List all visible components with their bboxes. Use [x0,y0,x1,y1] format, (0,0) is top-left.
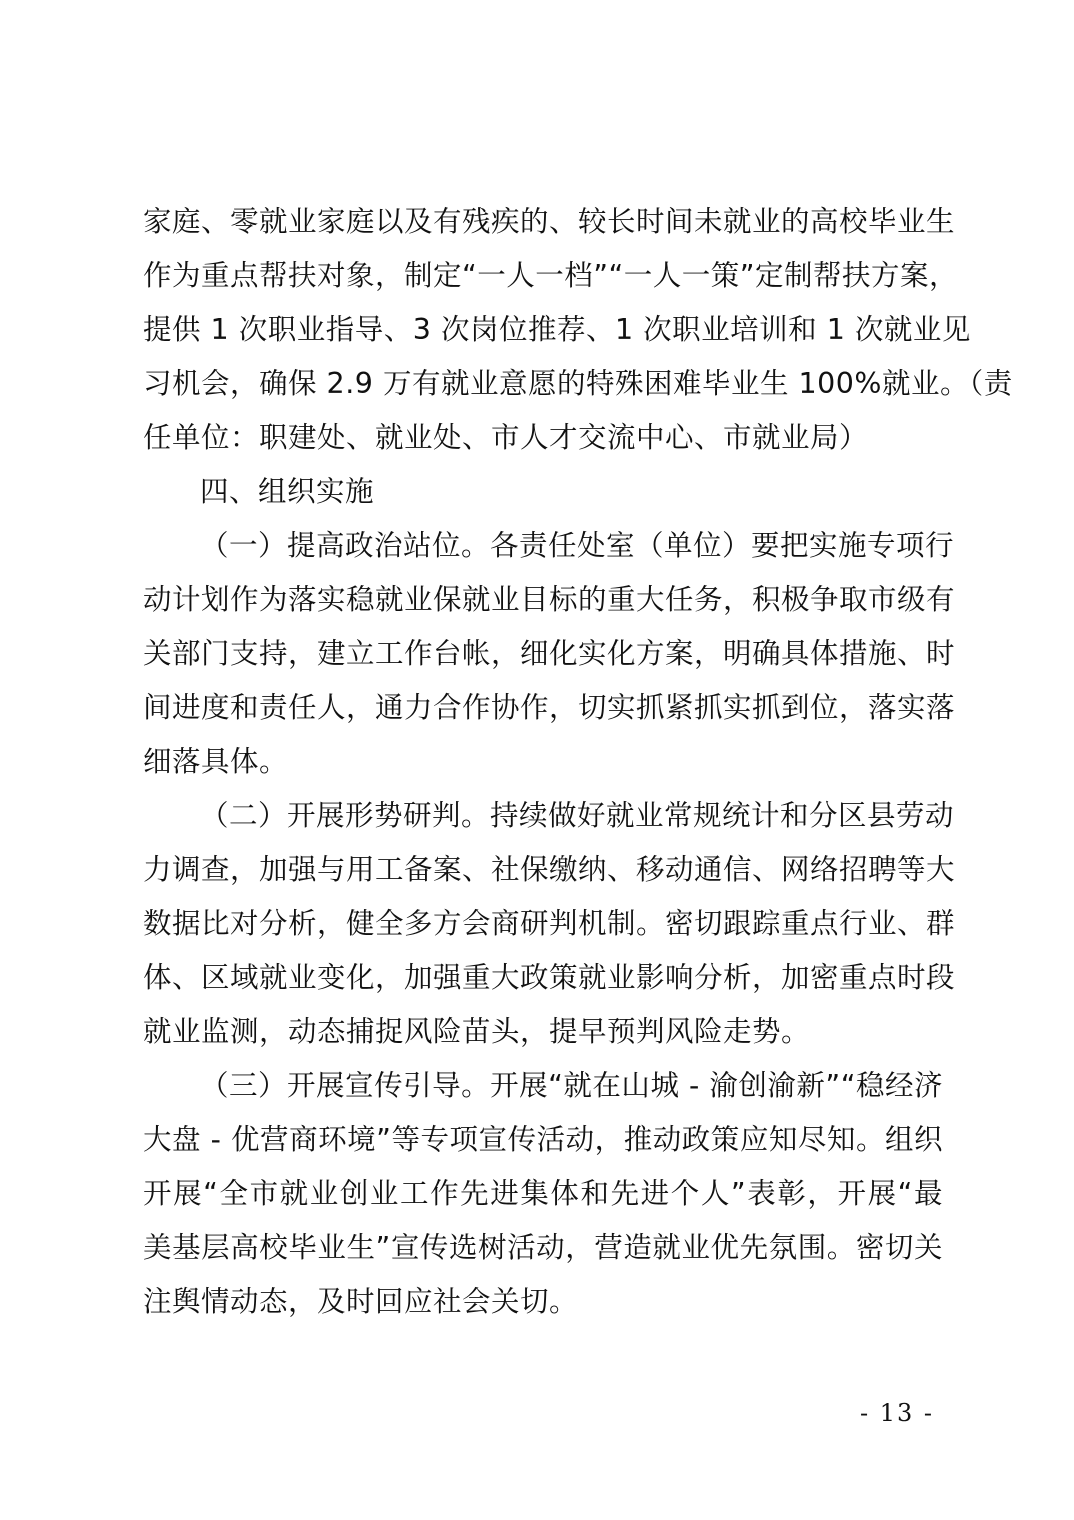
text-line: 就业监测，动态捕捉风险苗头，提早预判风险走势。 [143,1015,811,1048]
text-line: 提供 1 次职业指导、3 次岗位推荐、1 次职业培训和 1 次就业见 [143,313,971,346]
text-line: 家庭、零就业家庭以及有残疾的、较长时间未就业的高校毕业生 [143,205,956,238]
text-line: 任单位：职建处、就业处、市人才交流中心、市就业局） [143,421,869,454]
text-line: 细落具体。 [143,745,289,778]
text-line: 作为重点帮扶对象，制定“一人一档”“一人一策”定制帮扶方案， [143,259,959,292]
text-line: 美基层高校毕业生”宣传选树活动，营造就业优先氛围。密切关 [143,1231,943,1264]
text-line: 数据比对分析，健全多方会商研判机制。密切跟踪重点行业、群 [143,907,956,940]
text-line: 大盘 - 优营商环境”等专项宣传活动，推动政策应知尽知。组织 [143,1123,943,1156]
text-line: （一）提高政治站位。各责任处室（单位）要把实施专项行 [200,529,955,562]
text-line: 习机会，确保 2.9 万有就业意愿的特殊困难毕业生 100%就业。（责 [143,367,1013,400]
text-line: 关部门支持，建立工作台帐，细化实化方案，明确具体措施、时 [143,637,956,670]
text-line: （二）开展形势研判。持续做好就业常规统计和分区县劳动 [200,799,955,832]
page-number: - 13 - [860,1399,935,1427]
text-line: （三）开展宣传引导。开展“就在山城 - 渝创渝新”“稳经济 [200,1069,943,1102]
section-heading: 四、组织实施 [200,475,375,508]
text-line: 间进度和责任人，通力合作协作，切实抓紧抓实抓到位，落实落 [143,691,956,724]
text-line: 力调查，加强与用工备案、社保缴纳、移动通信、网络招聘等大 [143,853,956,886]
text-line: 动计划作为落实稳就业保就业目标的重大任务，积极争取市级有 [143,583,956,616]
text-line: 体、区域就业变化，加强重大政策就业影响分析，加密重点时段 [143,961,956,994]
text-line: 注舆情动态，及时回应社会关切。 [143,1285,579,1318]
text-line: 开展“全市就业创业工作先进集体和先进个人”表彰，开展“最 [143,1177,943,1210]
